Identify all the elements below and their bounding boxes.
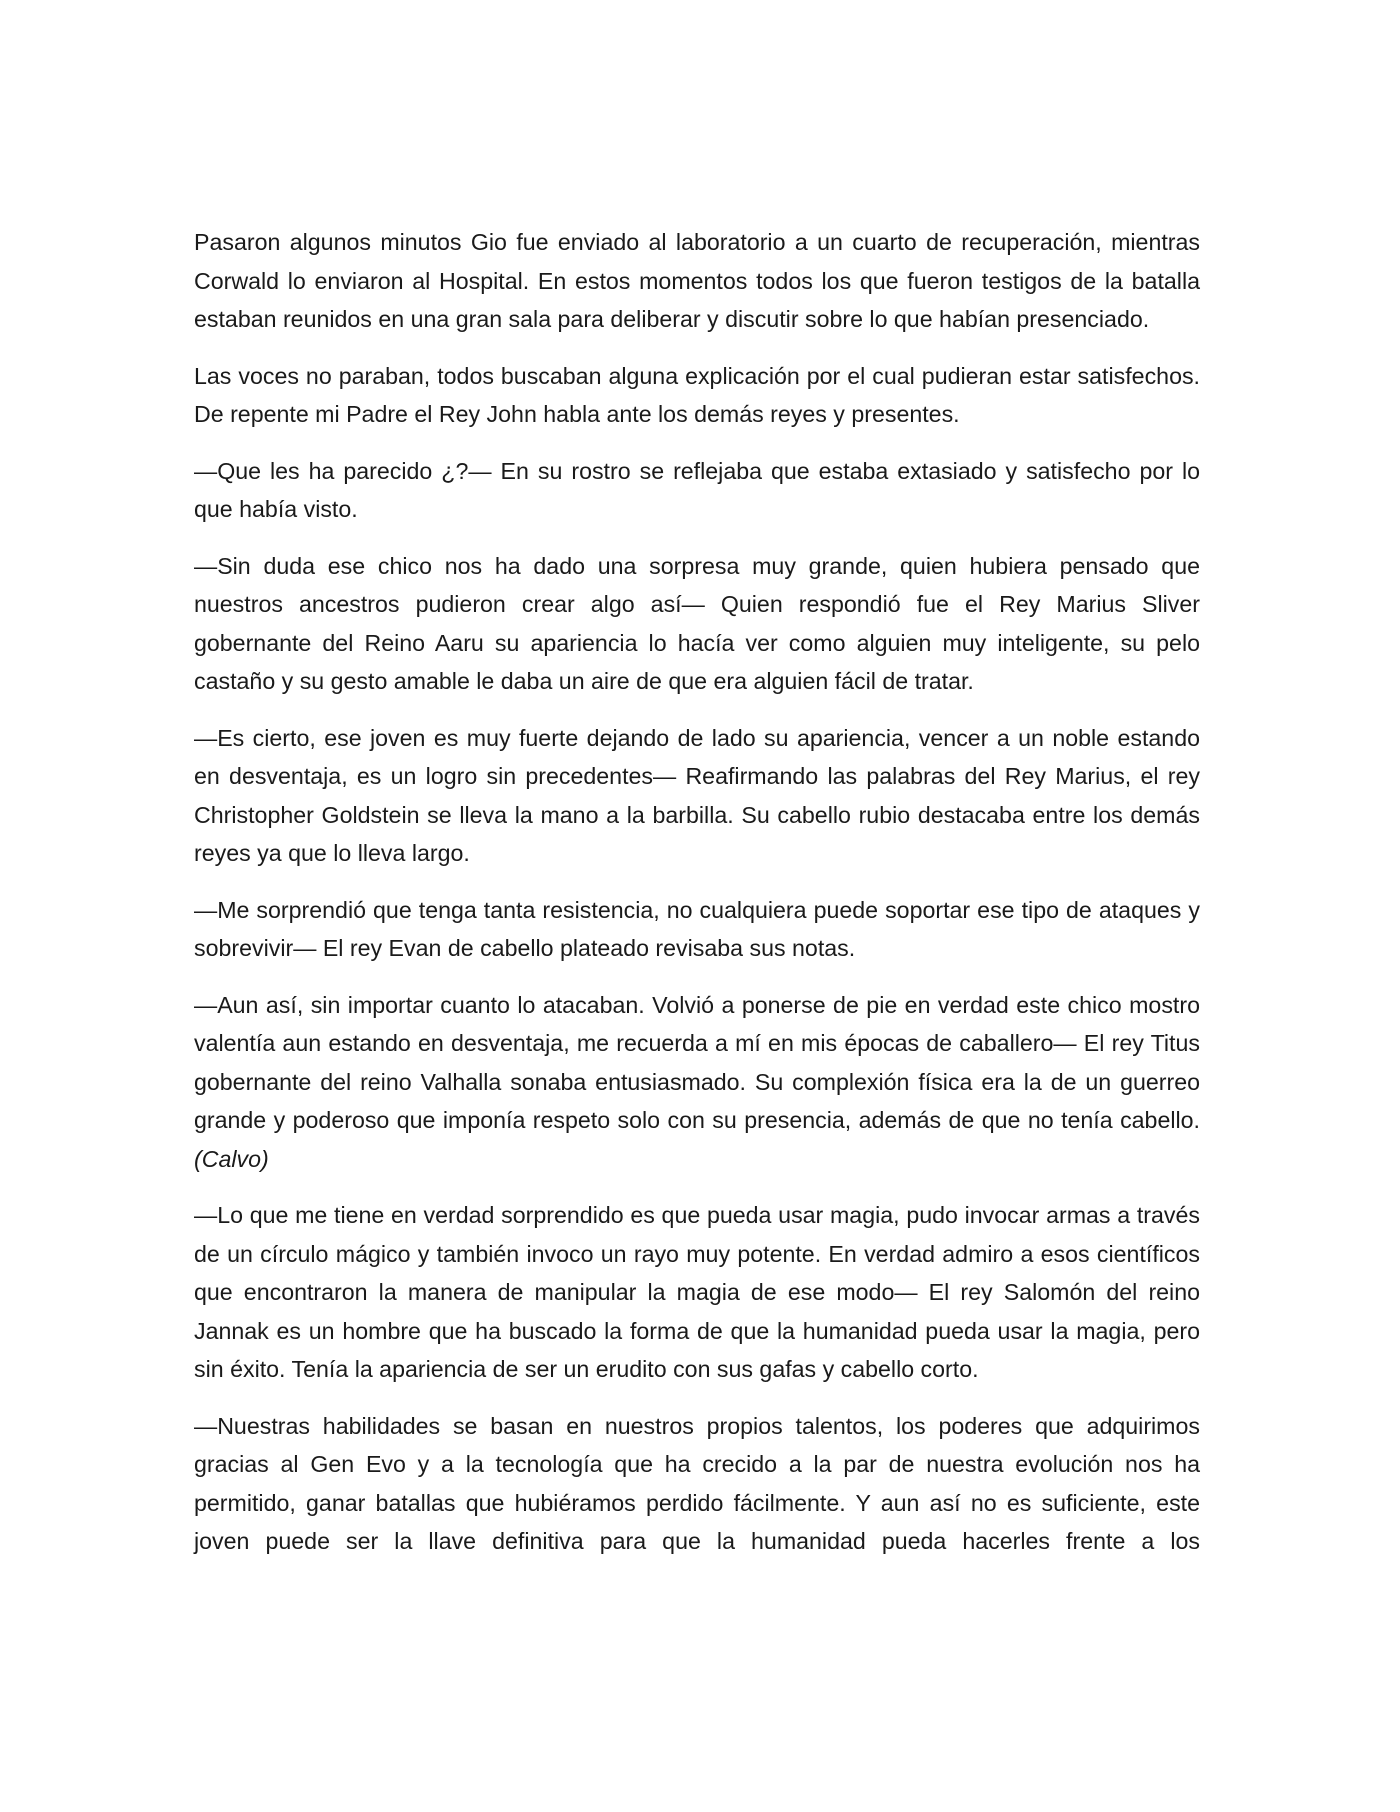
paragraph-abilities: —Nuestras habilidades se basan en nuestros propios talentos, los poderes que adquirimos gracias al Gen Evo y a la tecnología que ha crecido a la par de nuestra evolución nos ha permitido, ganar batallas que hubiéramos perdido fácilmente. Y aun así no es suficiente, este joven puede ser la llave definitiva para que la humanidad pueda hacerles frente a los (194, 1412, 1200, 1554)
paragraph-evan: —Me sorprendió que tenga tanta resistencia, no cualquiera puede soportar ese tipo de ataques y sobrevivir— El rey Evan de cabello plateado revisaba sus notas. (194, 896, 1200, 961)
document-body (194, 223, 1200, 1579)
paragraph-marius: —Sin duda ese chico nos ha dado una sorpresa muy grande, quien hubiera pensado que nuestros ancestros pudieron crear algo así— Quien respondió fue el Rey Marius Sliver gobernante del Reino Aaru su apariencia lo hacía ver como alguien muy inteligente, su pelo castaño y su gesto amable le daba un aire de que era alguien fácil de tratar. (194, 552, 1200, 694)
paragraph-intro: Pasaron algunos minutos Gio fue enviado al laboratorio a un cuarto de recuperación, mientras Corwald lo enviaron al Hospital. En estos momentos todos los que fueron testigos de la batalla estaban reunidos en una gran sala para deliberar y discutir sobre lo que habían presenciado. (194, 229, 1200, 332)
paragraph-john: —Que les ha parecido ¿?— En su rostro se reflejaba que estaba extasiado y satisfecho por lo que había visto. (194, 457, 1200, 522)
paragraph-salomon: —Lo que me tiene en verdad sorprendido es que pueda usar magia, pudo invocar armas a través de un círculo mágico y también invoco un rayo muy potente. En verdad admiro a esos científicos que encontraron la manera de manipular la magia de ese modo— El rey Salomón del reino Jannak es un hombre que ha buscado la forma de que la humanidad pueda usar la magia, pero sin éxito. Tenía la apariencia de ser un erudito con sus gafas y cabello corto. (194, 1202, 1200, 1382)
paragraph-titus (194, 986, 1200, 1179)
paragraph-christopher: —Es cierto, ese joven es muy fuerte dejando de lado su apariencia, vencer a un noble estando en desventaja, es un logro sin precedentes— Reafirmando las palabras del Rey Marius, el rey Christopher Goldstein se lleva la mano a la barbilla. Su cabello rubio destacaba entre los demás reyes ya que lo lleva largo. (194, 724, 1200, 866)
paragraph-titus-italic: (Calvo) (194, 1145, 269, 1172)
paragraph-voices: Las voces no paraban, todos buscaban alguna explicación por el cual pudieran estar satisfechos. De repente mi Padre el Rey John habla ante los demás reyes y presentes. (194, 362, 1200, 427)
paragraph-titus-text: —Aun así, sin importar cuanto lo atacaban. Volvió a ponerse de pie en verdad este chico mostro valentía aun estando en desventaja, me recuerda a mí en mis épocas de caballero— El rey Titus gobernante del reino Valhalla sonaba entusiasmado. Su complexión física era la de un guerreo grande y poderoso que imponía respeto solo con su presencia, además de que no tenía cabello. (194, 991, 1200, 1133)
